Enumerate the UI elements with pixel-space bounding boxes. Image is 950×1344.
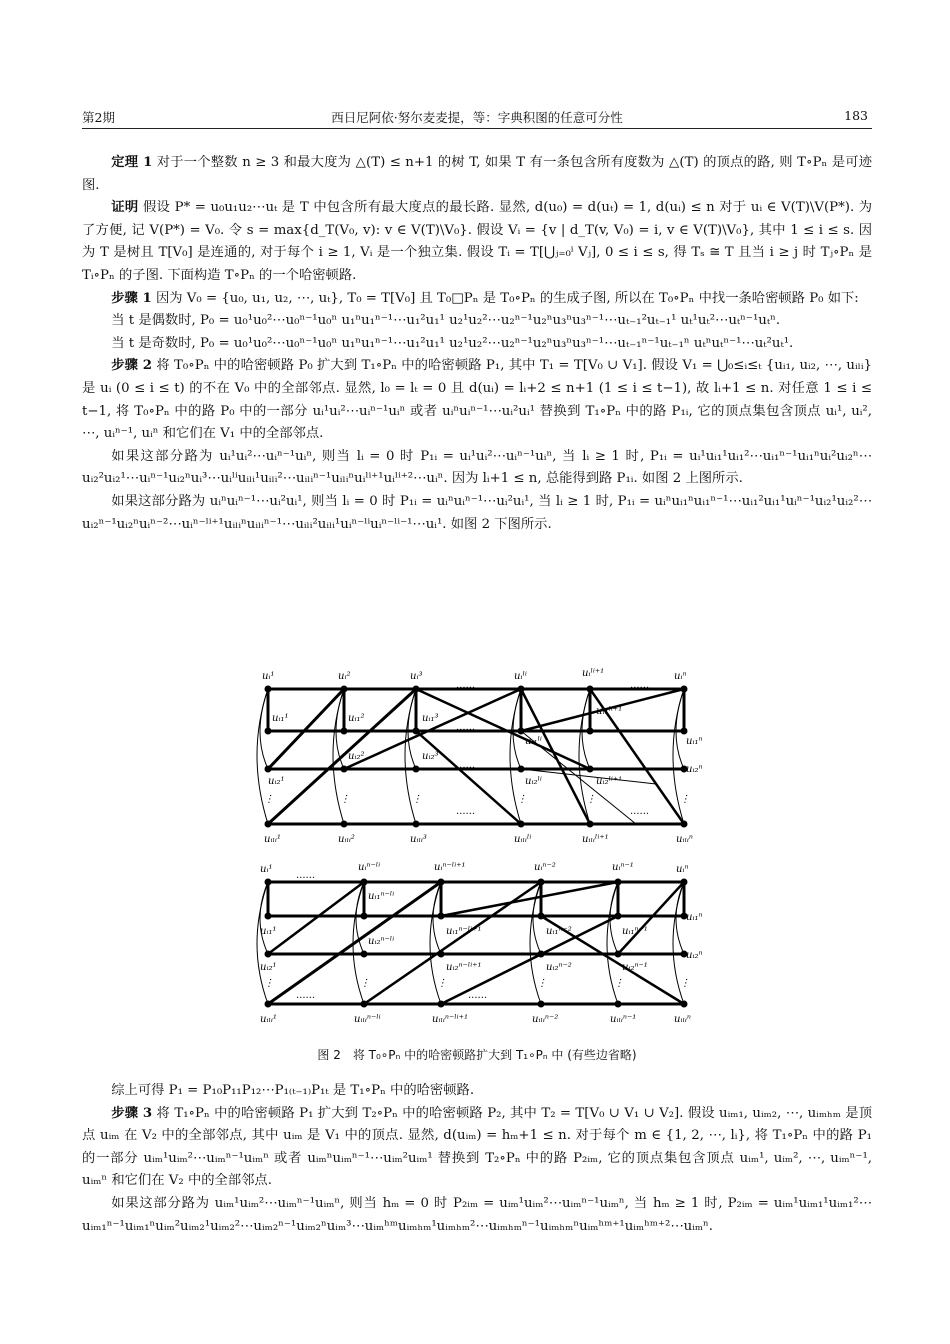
step1-text: 因为 V₀ = {u₀, u₁, u₂, ⋯, uₜ}, T₀ = T[V₀] 且 T₀□Pₙ 是 T₀∘Pₙ 的生成子图, 所以在 T₀∘Pₙ 中找一条哈密顿路 P₀ 如下: (155, 290, 859, 306)
vertical-ellipsis: ⋮ (680, 794, 690, 805)
vertex-dot (518, 728, 525, 735)
top-label: uᵢˡⁱ⁺¹ (582, 668, 605, 679)
vertex-dot (341, 766, 348, 773)
top-label: uᵢ₂³ (422, 751, 439, 762)
bottom-label: uᵢⁿ (676, 864, 689, 875)
bottom-labels (260, 862, 703, 1025)
vertex-dot (587, 728, 594, 735)
bottom-label: uᵢⁿ⁻² (534, 862, 556, 873)
step1-even-case: 当 t 是偶数时, P₀ = u₀¹u₀²⋯u₀ⁿ⁻¹u₀ⁿ u₁ⁿu₁ⁿ⁻¹⋯u₁²u₁¹ u₂¹u₂²⋯u₂ⁿ⁻¹u₂ⁿu₃ⁿu₃ⁿ⁻¹⋯uₜ₋₁²uₜ₋₁¹ uₜ¹uₜ²⋯uₜⁿ⁻¹uₜⁿ. (111, 313, 781, 329)
proof-label: 证明 (111, 200, 139, 216)
ellipsis: ...... (456, 760, 476, 771)
bottom-diagonal-edge (618, 882, 684, 954)
bottom-label: uᵢ₁ⁿ (686, 912, 703, 923)
top-label: uᵢ₁² (348, 713, 365, 724)
top-label: uᵢ₁ˡⁱ (525, 736, 542, 747)
body-lower (82, 1080, 872, 1238)
vertical-ellipsis: ⋮ (437, 978, 447, 989)
step2-label: 步骤 2 (111, 358, 153, 374)
step3-paragraph (82, 1103, 872, 1193)
vertex-dot (538, 879, 545, 886)
ellipsis: ...... (456, 722, 476, 733)
bottom-label: uᵢ¹ (260, 864, 273, 875)
proof-paragraph (82, 197, 872, 287)
summary-paragraph: 综上可得 P₁ = P₁₀P₁₁P₁₂⋯P₁₍ₜ₋₁₎P₁ₜ 是 T₁∘Pₙ 中的哈密顿路. (111, 1083, 475, 1098)
ellipsis: ...... (456, 806, 476, 817)
vertex-dot (681, 821, 688, 828)
vertex-dot (361, 1001, 368, 1008)
bottom-label: uᵢⁿ⁻ˡⁱ⁺¹ (434, 862, 466, 873)
vertex-dot (615, 913, 622, 920)
vertex-dot (413, 686, 420, 693)
vertex-dot (587, 821, 594, 828)
figure-2 (246, 664, 706, 1036)
vertical-ellipsis: ⋮ (614, 978, 624, 989)
top-label: uᵢ¹ (262, 671, 275, 682)
vertex-dot (413, 821, 420, 828)
top-label: uᵢₗᵢˡⁱ⁺¹ (582, 834, 609, 845)
ellipsis: ...... (630, 680, 650, 691)
step2-paragraph (82, 355, 872, 445)
step2-case-b: 如果这部分路为 uᵢⁿuᵢⁿ⁻¹⋯uᵢ²uᵢ¹, 则当 lᵢ = 0 时 P₁ᵢ = uᵢⁿuᵢⁿ⁻¹⋯uᵢ²uᵢ¹, 当 lᵢ ≥ 1 时, P₁ᵢ = uᵢⁿuᵢ₁ⁿuᵢ₁ⁿ⁻¹⋯uᵢ₁²uᵢ₁¹uᵢⁿ⁻¹uᵢ₂¹uᵢ₂²⋯uᵢ₂ⁿ⁻¹uᵢ₂ⁿuᵢⁿ⁻²⋯uᵢⁿ⁻ˡⁱ⁺¹uᵢₗᵢⁿuᵢₗᵢⁿ⁻¹⋯uᵢₗᵢ²uᵢₗᵢ¹uᵢⁿ⁻ˡⁱuᵢⁿ⁻ˡⁱ⁻¹⋯uᵢ¹. 如图 2 下图所示. (82, 493, 872, 532)
proof-text: 假设 P* = u₀u₁u₂⋯uₜ 是 T 中包含所有最大度点的最长路. 显然, d(u₀) = d(uₜ) = 1, d(uᵢ) ≤ n 对于 uᵢ ∈ V(T)\V(P*). 为了方便, 记 V(P*) = V₀. 令 s = max{d_T(V₀, v): v ∈ V(T)\V₀}. 假设 Vᵢ = {v | d_T(v, V₀) = i, v ∈ V(T)\V₀}, 其中 1 ≤ i ≤ s. 因为 T 是树且 T[V₀] 是连通的, 对于每个 i ≥ 1, Vᵢ 是一个独立集. 假设 Tᵢ = T[⋃ⱼ₌₀ⁱ Vⱼ], 0 ≤ i ≤ s, 得 Tₛ ≅ T 且当 i ≥ j 时 Tⱼ∘Pₙ 是 Tᵢ∘Pₙ 的子图. 下面构造 T∘Pₙ 的一个哈密顿路. (82, 200, 872, 283)
vertical-ellipsis: ⋮ (412, 794, 422, 805)
top-label: uᵢ₁ˡⁱ⁺¹ (596, 706, 623, 717)
top-label: uᵢ₂ⁿ (686, 764, 703, 775)
vertex-dot (265, 728, 272, 735)
top-label: uᵢₗᵢ³ (410, 834, 427, 845)
bottom-label: uᵢ₂ⁿ⁻² (546, 962, 572, 973)
vertex-dot (361, 951, 368, 958)
vertex-dot (538, 913, 545, 920)
vertical-ellipsis: ⋮ (264, 978, 274, 989)
bottom-label: uᵢⁿ⁻¹ (612, 862, 634, 873)
theorem-1 (82, 152, 872, 197)
bottom-label: uᵢ₁ⁿ⁻ˡⁱ⁺¹ (446, 926, 482, 937)
vertex-dot (438, 1001, 445, 1008)
top-label: uᵢ₁ⁿ (686, 736, 703, 747)
step2-text: 将 T₀∘Pₙ 中的哈密顿路 P₀ 扩大到 T₁∘Pₙ 中的哈密顿路 P₁, 其中 T₁ = T[V₀ ∪ V₁]. 假设 V₁ = ⋃₀≤ᵢ≤ₜ {uᵢ₁, uᵢ₂, ⋯, uᵢₗᵢ} 是 uᵢ (0 ≤ i ≤ t) 的不在 V₀ 中的全部邻点. 显然, l₀ = lₜ = 0 且 d(uᵢ) = lᵢ+2 ≤ n+1 (1 ≤ i ≤ t−1), 故 lᵢ+1 ≤ n. 对任意 1 ≤ i ≤ t−1, 将 T₀∘Pₙ 中的路 P₀ 中的一部分 uᵢ¹uᵢ²⋯uᵢⁿ⁻¹uᵢⁿ 或者 uᵢⁿuᵢⁿ⁻¹⋯uᵢ²uᵢ¹ 替换到 T₁∘Pₙ 中的路 P₁ᵢ, 它的顶点集包含顶点 uᵢ¹, uᵢ², ⋯, uᵢⁿ⁻¹, uᵢⁿ 和它们在 V₁ 中的全部邻点. (82, 358, 873, 442)
theorem-label: 定理 1 (111, 155, 153, 170)
vertex-dot (265, 1001, 272, 1008)
vertex-dot (438, 951, 445, 958)
vertex-dot (265, 951, 272, 958)
vertex-dot (681, 1001, 688, 1008)
step1-label: 步骤 1 (111, 290, 152, 306)
bottom-label: uᵢₗᵢⁿ⁻² (532, 1014, 559, 1025)
ellipsis: ...... (468, 990, 488, 1001)
bottom-label: uᵢ₁ⁿ⁻¹ (622, 926, 648, 937)
bottom-label: uᵢₗᵢⁿ (674, 1014, 691, 1025)
bottom-label: uᵢ₂ⁿ⁻¹ (622, 962, 648, 973)
top-label: uᵢₗᵢ² (338, 834, 355, 845)
vertex-dot (615, 879, 622, 886)
vertical-ellipsis: ⋮ (360, 978, 370, 989)
vertex-dot (341, 728, 348, 735)
vertex-dot (538, 951, 545, 958)
vertex-dot (265, 821, 272, 828)
vertex-dot (681, 879, 688, 886)
bottom-label: uᵢ₂¹ (260, 962, 277, 973)
vertex-dot (438, 879, 445, 886)
step3-text: 将 T₁∘Pₙ 中的哈密顿路 P₁ 扩大到 T₂∘Pₙ 中的哈密顿路 P₂, 其中 T₂ = T[V₀ ∪ V₁ ∪ V₂]. 假设 uᵢₘ₁, uᵢₘ₂, ⋯, uᵢₘₕₘ 是顶点 uᵢₘ 在 V₂ 中的全部邻点, 其中 uᵢₘ 是 V₁ 中的顶点. 显然, d(uᵢₘ) = hₘ+1 ≤ n. 对于每个 m ∈ {1, 2, ⋯, lᵢ}, 将 T₁∘Pₙ 中的路 P₁ 的一部分 uᵢₘ¹uᵢₘ²⋯uᵢₘⁿ⁻¹uᵢₘⁿ 或者 uᵢₘⁿuᵢₘⁿ⁻¹⋯uᵢₘ²uᵢₘ¹ 替换到 T₂∘Pₙ 中的路 P₂ᵢₘ, 它的顶点集包含顶点 uᵢₘ¹, uᵢₘ², ⋯, uᵢₘⁿ⁻¹, uᵢₘⁿ 和它们在 V₂ 中的全部邻点. (82, 1105, 872, 1189)
bottom-vertices (265, 879, 688, 1008)
ellipsis: ...... (456, 680, 476, 691)
ellipsis: ...... (630, 806, 650, 817)
vertex-dot (681, 686, 688, 693)
running-title: 西日尼阿依·努尔麦麦提，等：字典积图的任意可分性 (331, 110, 623, 125)
step1-odd-case: 当 t 是奇数时, P₀ = u₀¹u₀²⋯u₀ⁿ⁻¹u₀ⁿ u₁ⁿu₁ⁿ⁻¹⋯u₁²u₁¹ u₂¹u₂²⋯u₂ⁿ⁻¹u₂ⁿu₃ⁿu₃ⁿ⁻¹⋯uₜ₋₁ⁿ⁻¹uₜ₋₁ⁿ uₜⁿuₜⁿ⁻¹⋯uₜ²uₜ¹. (111, 335, 794, 351)
vertex-dot (681, 728, 688, 735)
issue-label: 第2期 (82, 110, 115, 125)
top-label: uᵢ₂¹ (268, 776, 285, 787)
top-label: uᵢ₁³ (422, 713, 439, 724)
bottom-label: uᵢₗᵢⁿ⁻ˡⁱ⁺¹ (432, 1014, 468, 1025)
top-label: uᵢ₁¹ (272, 713, 289, 724)
bottom-label: uᵢ₁¹ (260, 926, 277, 937)
bottom-diagonal-edge (441, 882, 618, 916)
page-number: 183 (844, 108, 868, 123)
step3-label: 步骤 3 (111, 1105, 153, 1121)
ellipsis: ...... (296, 870, 316, 881)
vertical-ellipsis: ⋮ (517, 794, 527, 805)
vertex-dot (615, 1001, 622, 1008)
top-label: uᵢₗᵢⁿ (676, 834, 693, 845)
body-upper (82, 152, 872, 536)
vertex-dot (265, 879, 272, 886)
step3-case-a: 如果这部分路为 uᵢₘ¹uᵢₘ²⋯uᵢₘⁿ⁻¹uᵢₘⁿ, 则当 hₘ = 0 时 P₂ᵢₘ = uᵢₘ¹uᵢₘ²⋯uᵢₘⁿ⁻¹uᵢₘⁿ, 当 hₘ ≥ 1 时, P₂ᵢₘ = uᵢₘ¹uᵢₘ₁¹uᵢₘ₁²⋯uᵢₘ₁ⁿ⁻¹uᵢₘ₁ⁿuᵢₘ²uᵢₘ₂¹uᵢₘ₂²⋯uᵢₘ₂ⁿ⁻¹uᵢₘ₂ⁿuᵢₘ³⋯uᵢₘʰᵐuᵢₘₕₘ¹uᵢₘₕₘ²⋯uᵢₘₕₘⁿ⁻¹uᵢₘₕₘⁿuᵢₘʰᵐ⁺¹uᵢₘʰᵐ⁺²⋯uᵢₘⁿ. (82, 1195, 872, 1234)
vertex-dot (265, 913, 272, 920)
vertex-dot (518, 766, 525, 773)
bottom-label: uᵢ₂ⁿ⁻ˡⁱ (368, 936, 395, 947)
figure-caption: 图 2 将 T₀∘Pₙ 中的哈密顿路扩大到 T₁∘Pₙ 中 (有些边省略) (317, 1048, 637, 1062)
top-diagonal-edge (521, 689, 590, 824)
bottom-label: uᵢₗᵢⁿ⁻¹ (610, 1014, 637, 1025)
step1-paragraph (82, 288, 872, 311)
top-label: uᵢˡⁱ (514, 671, 527, 682)
vertex-dot (438, 913, 445, 920)
bottom-label: uᵢ₂ⁿ (686, 950, 703, 961)
top-label: uᵢⁿ (674, 671, 687, 682)
top-label: uᵢ³ (410, 671, 423, 682)
bottom-label: uᵢₗᵢ¹ (260, 1014, 277, 1025)
bottom-label: uᵢ₂ⁿ⁻ˡⁱ⁺¹ (446, 962, 482, 973)
top-label: uᵢ₂ˡⁱ (525, 776, 542, 787)
vertex-dot (413, 766, 420, 773)
vertex-dot (615, 951, 622, 958)
vertex-dot (587, 766, 594, 773)
vertex-dot (265, 766, 272, 773)
top-label: uᵢ² (338, 671, 351, 682)
vertical-ellipsis: ⋮ (586, 794, 596, 805)
bottom-label: uᵢ₁ⁿ⁻ˡⁱ (368, 891, 395, 902)
vertex-dot (413, 728, 420, 735)
top-label: uᵢₗᵢˡⁱ (514, 834, 532, 845)
vertex-dot (341, 686, 348, 693)
top-label: uᵢₗᵢ¹ (264, 834, 281, 845)
vertex-dot (587, 686, 594, 693)
top-diagonal-edge (416, 689, 590, 769)
vertex-dot (518, 821, 525, 828)
vertical-ellipsis: ⋮ (340, 794, 350, 805)
running-header (82, 108, 872, 129)
bottom-diagonal-edge (268, 882, 441, 1004)
bottom-label: uᵢⁿ⁻ˡⁱ (358, 862, 381, 873)
vertical-ellipsis: ⋮ (264, 794, 274, 805)
theorem-text: 对于一个整数 n ≥ 3 和最大度为 △(T) ≤ n+1 的树 T, 如果 T 有一条包含所有度数为 △(T) 的顶点的路, 则 T∘Pₙ 是可迹图. (82, 155, 872, 193)
vertex-dot (265, 686, 272, 693)
vertex-dot (518, 686, 525, 693)
bottom-diagonal-edge (268, 882, 364, 954)
vertex-dot (341, 821, 348, 828)
top-label: uᵢ₂ˡⁱ⁺¹ (596, 776, 623, 787)
vertex-dot (538, 1001, 545, 1008)
vertical-ellipsis: ⋮ (680, 978, 690, 989)
bottom-label: uᵢ₁ⁿ⁻² (546, 926, 572, 937)
bottom-label: uᵢₗᵢⁿ⁻ˡⁱ (354, 1014, 381, 1025)
step2-case-a: 如果这部分路为 uᵢ¹uᵢ²⋯uᵢⁿ⁻¹uᵢⁿ, 则当 lᵢ = 0 时 P₁ᵢ = uᵢ¹uᵢ²⋯uᵢⁿ⁻¹uᵢⁿ, 当 lᵢ ≥ 1 时, P₁ᵢ = uᵢ¹uᵢ₁¹uᵢ₁²⋯uᵢ₁ⁿ⁻¹uᵢ₁ⁿuᵢ²uᵢ₂ⁿ⋯uᵢ₂²uᵢ₂¹⋯uᵢⁿ⁻¹uᵢ₂ⁿuᵢ³⋯uᵢˡⁱuᵢₗᵢ¹uᵢₗᵢ²⋯uᵢₗᵢⁿ⁻¹uᵢₗᵢⁿuᵢˡⁱ⁺¹uᵢˡⁱ⁺²⋯uᵢⁿ. 因为 lᵢ+1 ≤ n, 总能得到路 P₁ᵢ. 如图 2 上图所示. (82, 448, 872, 487)
vertex-dot (361, 879, 368, 886)
vertex-dot (361, 913, 368, 920)
top-label: uᵢ₂² (348, 751, 365, 762)
ellipsis: ...... (296, 990, 316, 1001)
vertical-ellipsis: ⋮ (537, 978, 547, 989)
